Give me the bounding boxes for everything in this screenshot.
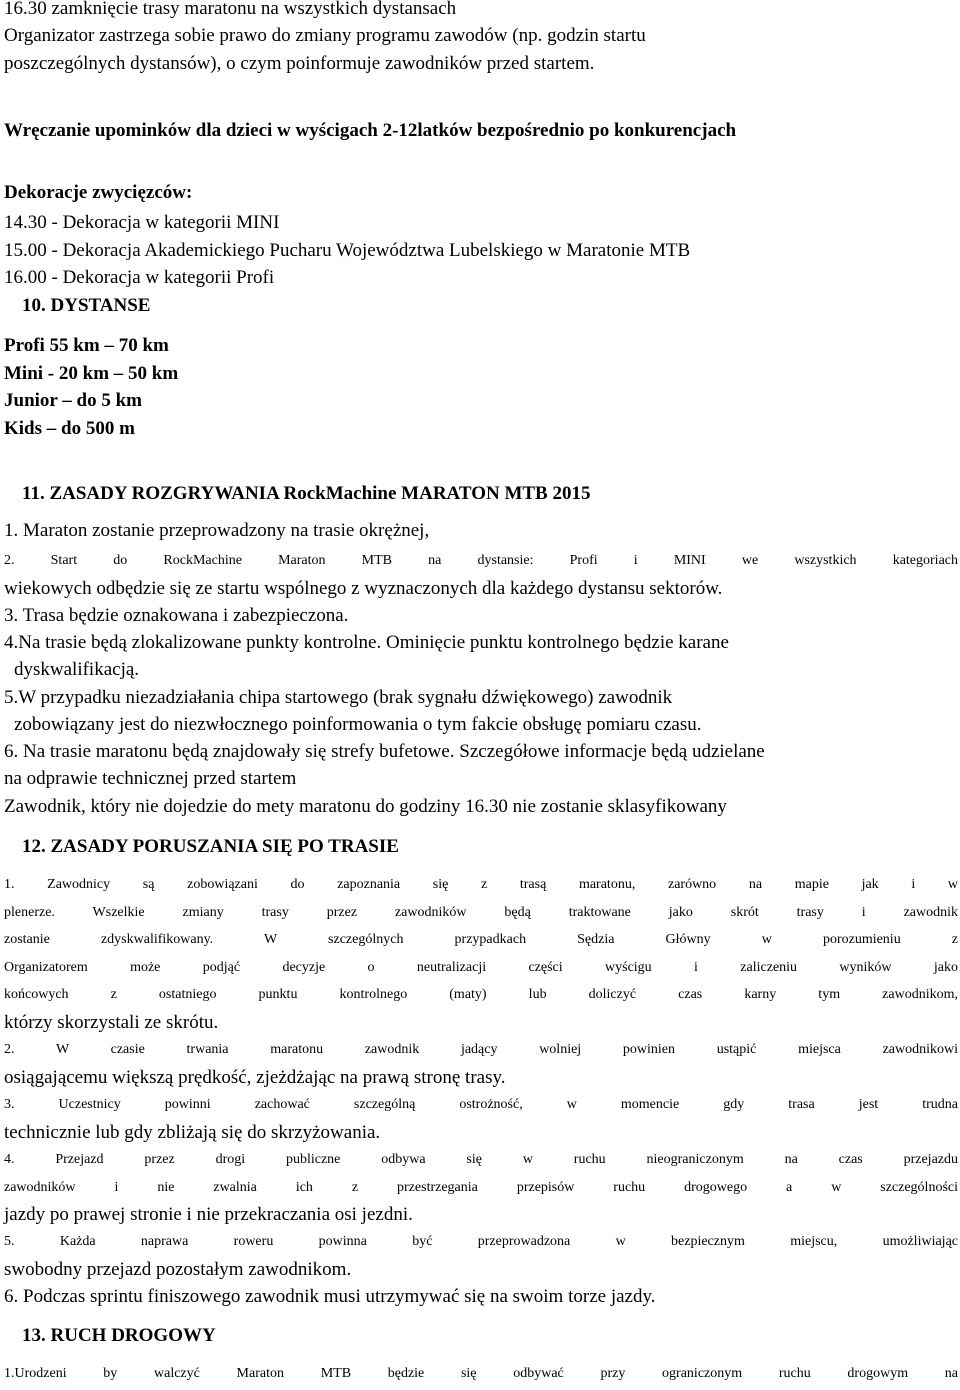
text-line: 6. Na trasie maratonu będą znajdowały się strefy bufetowe. Szczegółowe informacje będą udzielane (4, 741, 765, 762)
text-line: Organizator zastrzega sobie prawo do zmiany programu zawodów (np. godzin startu (4, 25, 646, 46)
text-line: 5.W przypadku niezadziałania chipa startowego (brak sygnału dźwiękowego) zawodnik (4, 687, 673, 708)
text-line: 3. Trasa będzie oznakowana i zabezpieczona. (4, 605, 349, 626)
text-line: dyskwalifikacją. (14, 659, 140, 680)
heading-gifts: Wręczanie upominków dla dzieci w wyścigach 2-12latków bezpośrednio po konkurencjach (4, 120, 737, 141)
section-heading-13: 13. RUCH DROGOWY (22, 1325, 216, 1346)
text-line: plenerze. Wszelkie zmiany trasy przez zawodników będą traktowane jako skrót trasy i zawodnik (4, 905, 958, 920)
distance-line: Junior – do 5 km (4, 390, 142, 411)
text-line: technicznie lub gdy zbliżają się do skrzyżowania. (4, 1122, 381, 1143)
text-line: jazdy po prawej stronie i nie przekraczania osi jezdni. (4, 1204, 413, 1225)
heading-awards: Dekoracje zwycięzców: (4, 182, 193, 203)
text-line: 4.Na trasie będą zlokalizowane punkty kontrolne. Ominięcie punktu kontrolnego będzie karane (4, 632, 729, 653)
distance-line: Mini - 20 km – 50 km (4, 363, 179, 384)
text-line: zobowiązany jest do niezwłocznego poinformowania o tym fakcie obsługę pomiaru czasu. (14, 714, 702, 735)
text-line: 14.30 - Dekoracja w kategorii MINI (4, 212, 280, 233)
text-line: Zawodnik, który nie dojedzie do mety maratonu do godziny 16.30 nie zostanie sklasyfikowany (4, 796, 727, 817)
text-line: 2. W czasie trwania maratonu zawodnik jadący wolniej powinien ustąpić miejsca zawodnikowi (4, 1042, 958, 1057)
text-line: 1. Zawodnicy są zobowiązani do zapoznania się z trasą maratonu, zarówno na mapie jak i w (4, 877, 958, 892)
text-line: 15.00 - Dekoracja Akademickiego Pucharu Województwa Lubelskiego w Maratonie MTB (4, 240, 691, 261)
text-line: zostanie zdyskwalifikowany. W szczególnych przypadkach Sędzia Główny w porozumieniu z (4, 932, 958, 947)
text-line: poszczególnych dystansów), o czym poinformuje zawodników przed startem. (4, 53, 595, 74)
text-line: 3. Uczestnicy powinni zachować szczególną ostrożność, w momencie gdy trasa jest trudna (4, 1097, 958, 1112)
text-line: 16.00 - Dekoracja w kategorii Profi (4, 267, 275, 288)
text-line: wiekowych odbędzie się ze startu wspólnego z wyznaczonych dla każdego dystansu sektorów. (4, 578, 723, 599)
text-line: końcowych z ostatniego punktu kontrolnego (maty) lub doliczyć czas karny tym zawodnikom, (4, 987, 958, 1002)
text-line: 1. Maraton zostanie przeprowadzony na trasie okrężnej, (4, 520, 430, 541)
text-line: zawodników i nie zwalnia ich z przestrzegania przepisów ruchu drogowego a w szczególności (4, 1180, 958, 1195)
distance-line: Kids – do 500 m (4, 418, 135, 439)
text-line: 6. Podczas sprintu finiszowego zawodnik musi utrzymywać się na swoim torze jazdy. (4, 1286, 656, 1307)
text-line: 2. Start do RockMachine Maraton MTB na dystansie: Profi i MINI we wszystkich kategoriach (4, 553, 958, 568)
text-line: na odprawie technicznej przed startem (4, 768, 297, 789)
text-line: Organizatorem może podjąć decyzje o neutralizacji części wyścigu i zaliczeniu wyników jako (4, 960, 958, 975)
distance-line: Profi 55 km – 70 km (4, 335, 169, 356)
section-heading-12: 12. ZASADY PORUSZANIA SIĘ PO TRASIE (22, 836, 399, 857)
section-heading-10: 10. DYSTANSE (22, 295, 151, 316)
text-line: 1.Urodzeni by walczyć Maraton MTB będzie się odbywać przy ograniczonym ruchu drogowym na (4, 1366, 958, 1381)
text-line: swobodny przejazd pozostałym zawodnikom. (4, 1259, 352, 1280)
text-line: 5. Każda naprawa roweru powinna być przeprowadzona w bezpiecznym miejscu, umożliwiając (4, 1234, 958, 1249)
text-line: 4. Przejazd przez drogi publiczne odbywa się w ruchu nieograniczonym na czas przejazdu (4, 1152, 958, 1167)
section-heading-11: 11. ZASADY ROZGRYWANIA RockMachine MARATON MTB 2015 (22, 483, 591, 504)
text-line: osiągającemu większą prędkość, zjeżdżając na prawą stronę trasy. (4, 1067, 506, 1088)
text-line: 16.30 zamknięcie trasy maratonu na wszystkich dystansach (4, 0, 457, 19)
text-line: którzy skorzystali ze skrótu. (4, 1012, 219, 1033)
